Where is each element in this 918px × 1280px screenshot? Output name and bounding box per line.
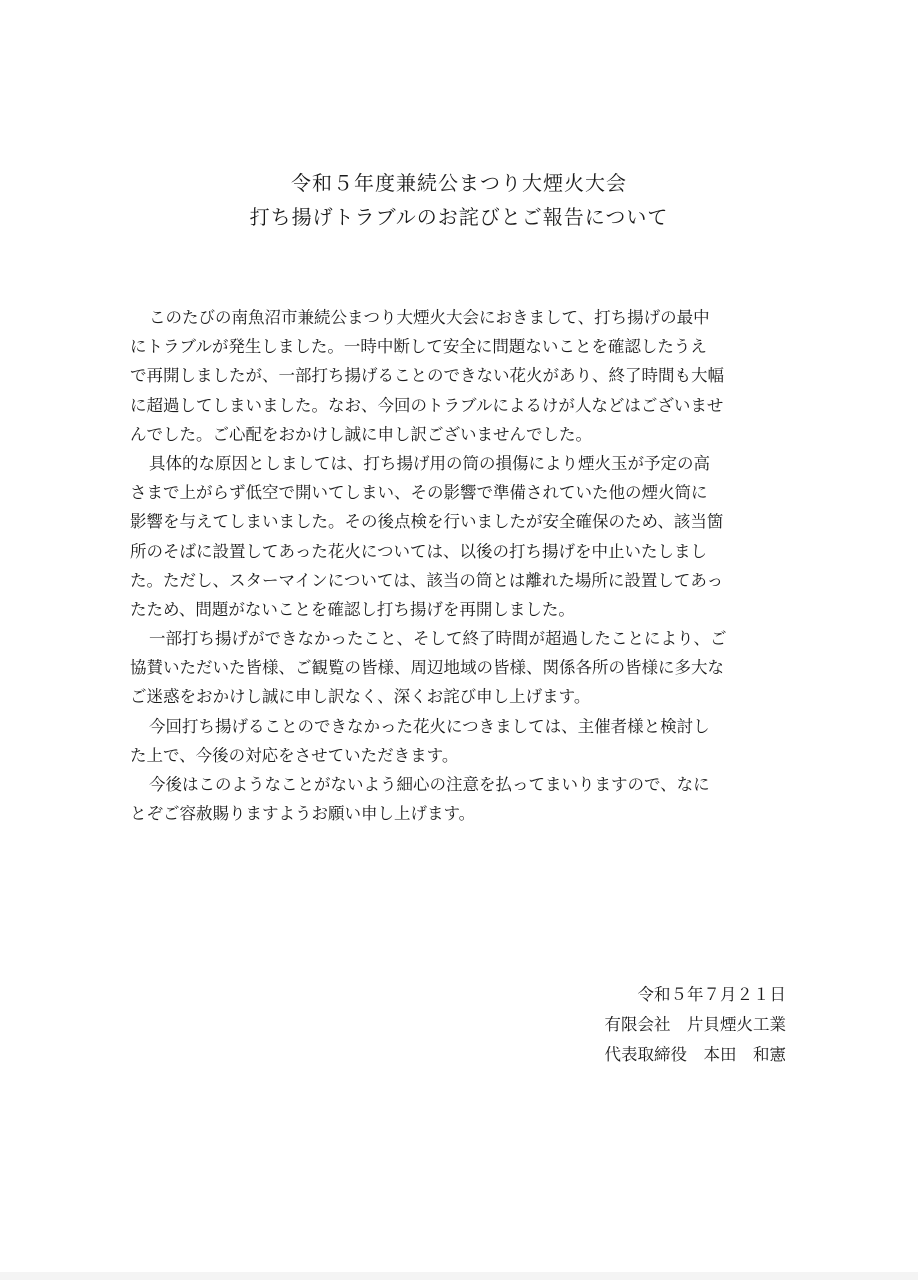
document-title	[0, 166, 918, 234]
body-line: 今後はこのようなことがないよう細心の注意を払ってまいりますので、なに	[149, 775, 710, 794]
body-line: 所のそばに設置してあった花火については、以後の打ち揚げを中止いたしまし	[130, 541, 708, 561]
title-line-2: 打ち揚げトラブルのお詫びとご報告について	[249, 205, 669, 229]
title-line-1: 令和５年度兼続公まつり大煙火大会	[291, 171, 627, 195]
body-line: 一部打ち揚げができなかったこと、そして終了時間が超過したことにより、ご	[149, 629, 727, 649]
page-bottom-edge	[0, 1272, 918, 1280]
signature-block	[605, 980, 787, 1070]
body-line: にトラブルが発生しました。一時中断して安全に問題ないことを確認したうえ	[130, 337, 707, 357]
body-line: このたびの南魚沼市兼続公まつり大煙火大会におきまして、打ち揚げの最中	[149, 308, 710, 327]
body-line: ご迷惑をおかけし誠に申し訳なく、深くお詫び申し上げます。	[130, 687, 591, 707]
representative-name: 代表取締役 本田 和憲	[604, 1045, 786, 1064]
body-line: に超過してしまいました。なお、今回のトラブルによるけが人などはございませ	[130, 395, 724, 415]
issue-date: 令和５年７月２１日	[637, 985, 786, 1004]
body-line: とぞご容赦賜りますようお願い申し上げます。	[130, 804, 476, 824]
body-line: で再開しましたが、一部打ち揚げることのできない花火があり、終了時間も大幅	[130, 366, 724, 386]
body-line: 具体的な原因としましては、打ち揚げ用の筒の損傷により煙火玉が予定の高	[149, 453, 710, 473]
document-body	[130, 303, 790, 828]
body-line: 協賛いただいた皆様、ご観覧の皆様、周辺地域の皆様、関係各所の皆様に多大な	[130, 658, 724, 678]
body-line: さまで上がらず低空で開いてしまい、その影響で準備されていた他の煙火筒に	[130, 483, 708, 503]
body-line: 今回打ち揚げることのできなかった花火につきましては、主催者様と検討し	[149, 716, 710, 736]
body-line: んでした。ご心配をおかけし誠に申し訳ございませんでした。	[130, 424, 592, 444]
company-name: 有限会社 片貝煙火工業	[604, 1015, 786, 1034]
body-line: たため、問題がないことを確認し打ち揚げを再開しました。	[130, 599, 575, 619]
body-line: 影響を与えてしまいました。その後点検を行いましたが安全確保のため、該当箇	[130, 512, 724, 532]
body-line: た。ただし、スターマインについては、該当の筒とは離れた場所に設置してあっ	[130, 570, 724, 590]
body-line: た上で、今後の対応をさせていただきます。	[130, 745, 459, 765]
